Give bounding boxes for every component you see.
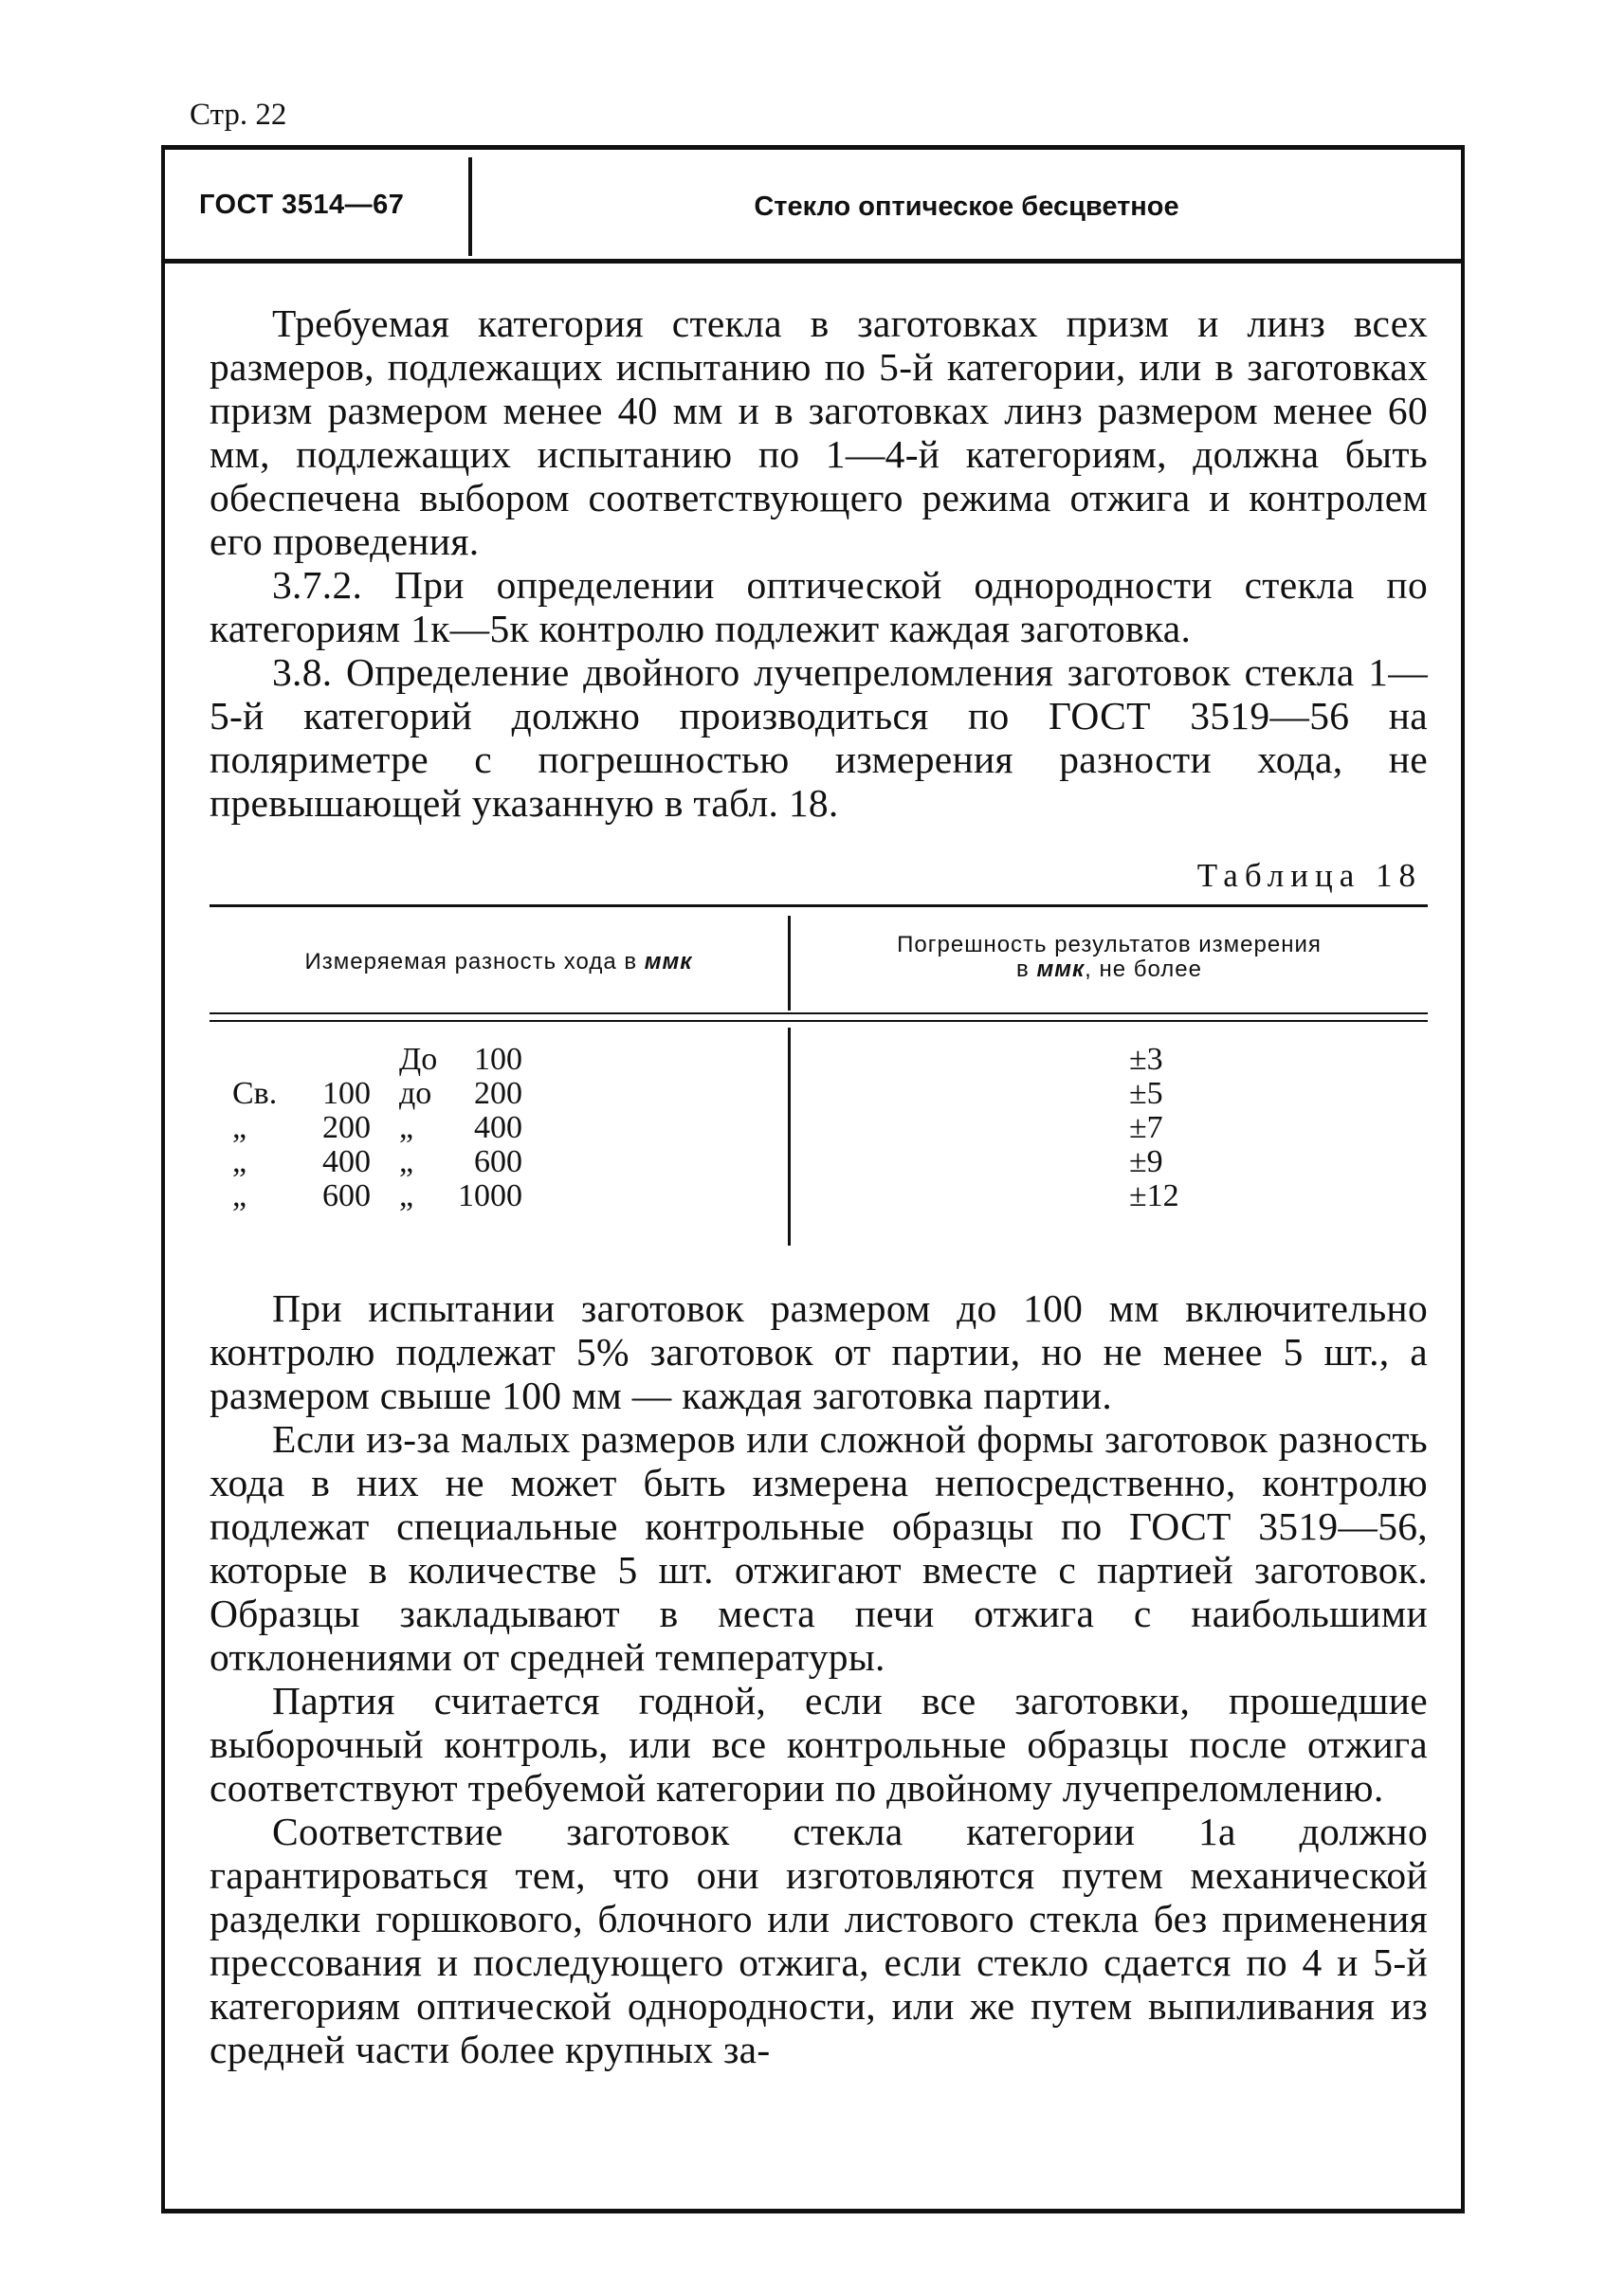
- table-header-error: [791, 933, 1428, 982]
- range-to-word: До: [399, 1042, 438, 1077]
- table-header-measured: [210, 950, 788, 974]
- header-line: в ммк, не более: [1016, 956, 1202, 982]
- header-text: Измеряемая разность хода в: [304, 949, 645, 974]
- row-prefix: „: [232, 1178, 247, 1213]
- paragraph: При испытании заготовок размером до 100 мм включительно контролю подлежат 5% заготовок от партии, но не менее 5 шт., а размером свыше 100 мм — каждая заготовка партии.: [210, 1286, 1428, 1417]
- standard-code: ГОСТ 3514—67: [199, 190, 405, 220]
- table-header-rule: [210, 1020, 1428, 1022]
- paragraph: Требуемая категория стекла в заготовках призм и линз всех размеров, подлежащих испытанию по 5-й категории, или в заготовках призм размером менее 40 мм и в заготовках линз размером менее 60 мм, подлежащих испытанию по 1—4-й категориям, должна быть обеспечена выбором соответствующего режима отжига и контролем его проведения.: [210, 301, 1428, 563]
- table-header-rule: [210, 1012, 1428, 1014]
- paragraph: Соответствие заготовок стекла категории 1а должно гарантироваться тем, что они изготовляются путем механической разделки горшкового, блочного или листового стекла без применения прессования и последующего отжига, если стекло сдается по 4 и 5-й категориям оптической однородности, или же путем выпиливания из средней части более крупных за-: [210, 1810, 1428, 2071]
- page-frame: [161, 145, 1465, 2213]
- document-title: Стекло оптическое бесцветное: [754, 191, 1179, 222]
- header-line: Погрешность результатов измерения: [897, 932, 1322, 957]
- document-body: [210, 301, 1428, 2071]
- document-header: [165, 150, 1461, 264]
- range-to: 100: [474, 1042, 522, 1077]
- paragraph: Если из-за малых размеров или сложной формы заготовок разность хода в них не может быть измерена непосредственно, контролю подлежат специальные контрольные образцы по ГОСТ 3519—56, которые в количестве 5 шт. отжигают вместе с партией заготовок. Образцы закладывают в места печи отжига с наибольшими отклонениями от средней температуры.: [210, 1417, 1428, 1679]
- row-prefix: Св.: [232, 1076, 278, 1111]
- paragraph: 3.7.2. При определении оптической однородности стекла по категориям 1к—5к контролю подлежит каждая заготовка.: [210, 563, 1428, 650]
- range-from: 600: [322, 1178, 371, 1213]
- range-to: 600: [474, 1144, 522, 1179]
- range-from: 200: [322, 1110, 371, 1145]
- error-value: ±5: [1129, 1076, 1163, 1111]
- error-value: ±3: [1129, 1042, 1163, 1077]
- table-top-rule: [210, 904, 1428, 907]
- error-value: ±9: [1129, 1144, 1163, 1179]
- range-to: 400: [474, 1110, 522, 1145]
- range-to-word: „: [399, 1144, 414, 1179]
- error-value: ±7: [1129, 1110, 1163, 1145]
- measurement-table: [210, 904, 1428, 1260]
- header-unit: ммк: [644, 949, 693, 974]
- range-from: 100: [322, 1076, 371, 1111]
- range-to-word: до: [399, 1076, 432, 1111]
- table-column-divider: [788, 1028, 791, 1246]
- row-prefix: „: [232, 1144, 247, 1179]
- range-to-word: „: [399, 1110, 414, 1145]
- paragraph: 3.8. Определение двойного лучепреломления заготовок стекла 1—5-й категорий должно производиться по ГОСТ 3519—56 на поляриметре с погрешностью измерения разности хода, не превышающей указанную в табл. 18.: [210, 650, 1428, 825]
- range-to-word: „: [399, 1178, 414, 1213]
- page-number: Стр. 22: [190, 98, 287, 132]
- error-value: ±12: [1129, 1178, 1179, 1213]
- paragraph: Партия считается годной, если все заготовки, прошедшие выборочный контроль, или все контрольные образцы после отжига соответствуют требуемой категории по двойному лучепреломлению.: [210, 1679, 1428, 1810]
- row-prefix: „: [232, 1110, 247, 1145]
- range-to: 1000: [458, 1178, 522, 1213]
- range-to: 200: [474, 1076, 522, 1111]
- range-from: 400: [322, 1144, 371, 1179]
- table-caption: Таблица 18: [1196, 857, 1422, 894]
